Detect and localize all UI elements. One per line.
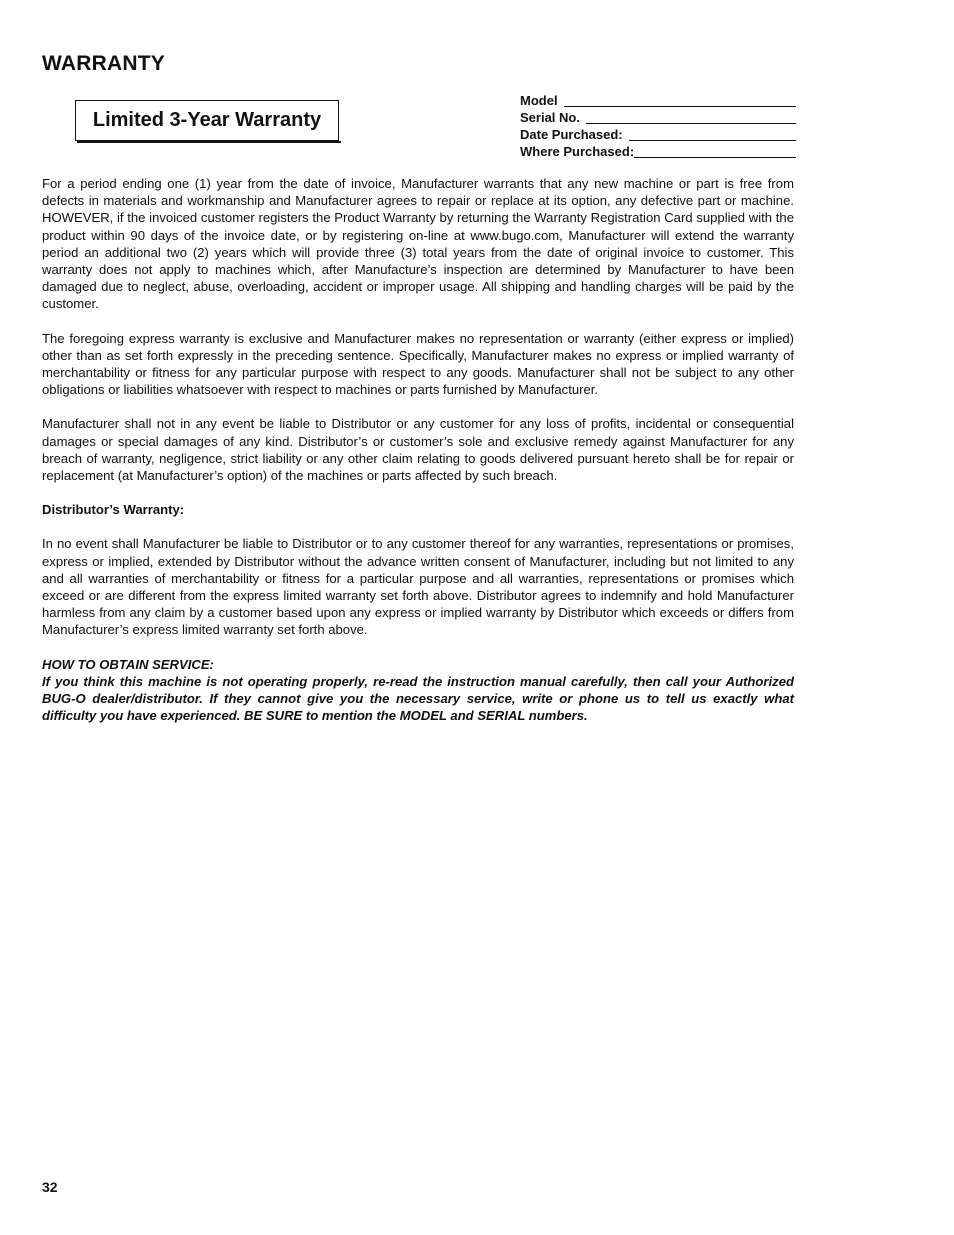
- serial-label: Serial No.: [520, 110, 580, 125]
- warranty-paragraph-2: The foregoing express warranty is exclusive and Manufacturer makes no representation or warranty (either express or implied) other than as set forth expressly in the preceding sentence. Specifically, Manufacturer makes no express or implied warranty of merchantability or fitness for any particular purpose with respect to any goods. Manufacturer shall not be subject to any other obligations or liabilities whatsoever with respect to machines or parts furnished by Manufacturer.: [42, 330, 794, 398]
- service-text: If you think this machine is not operating properly, re-read the instruction manual carefully, then call your Authorized BUG-O dealer/distributor. If they cannot give you the necessary service, write or phone us to tell us exactly what difficulty you have experienced. BE SURE to mention the MODEL and SERIAL numbers.: [42, 673, 794, 724]
- service-section: [42, 656, 794, 725]
- where-purchased-blank-line[interactable]: [634, 156, 796, 158]
- distributor-warranty-label: Distributor’s Warranty:: [42, 502, 185, 518]
- distributor-warranty-paragraph: In no event shall Manufacturer be liable to Distributor or to any customer thereof for any warranties, representations or promises, express or implied, extended by Distributor without the advance written consent of Manufacturer, including but not limited to any and all warranties of merchantability or fitness for a particular purpose and all warranties, representations or promises which exceed or are different from the express limited warranty set forth above. Distributor agrees to indemnify and hold Manufacturer harmless from any claim by a customer based upon any express or implied warranty by Distributor which exceeds or differs from Manufacturer’s express limited warranty set forth above.: [42, 536, 794, 638]
- warranty-paragraph-3: Manufacturer shall not in any event be liable to Distributor or any customer for any loss of profits, incidental or consequential damages or special damages of any kind. Distributor’s or customer’s sole and exclusive remedy against Manufacturer for any breach of warranty, negligence, strict liability or any other claim relating to goods delivered pursuant hereto shall be for repair or replacement (at Manufacturer’s option) of the machines or parts affected by such breach.: [42, 416, 794, 484]
- registration-fields: [520, 92, 796, 160]
- service-heading: HOW TO OBTAIN SERVICE:: [42, 656, 214, 672]
- model-blank-line[interactable]: [564, 105, 796, 107]
- date-purchased-blank-line[interactable]: [629, 139, 796, 141]
- where-purchased-field[interactable]: [520, 143, 796, 160]
- serial-blank-line[interactable]: [586, 122, 796, 124]
- page-heading: WARRANTY: [42, 52, 165, 75]
- page-number: 32: [42, 1179, 58, 1195]
- where-purchased-label: Where Purchased:: [520, 144, 635, 159]
- warranty-title: Limited 3-Year Warranty: [92, 109, 322, 131]
- warranty-title-box: [75, 100, 339, 141]
- model-label: Model: [520, 93, 558, 108]
- warranty-body: [42, 175, 794, 724]
- model-field[interactable]: [520, 92, 796, 109]
- serial-field[interactable]: [520, 109, 796, 126]
- warranty-paragraph-1: For a period ending one (1) year from the date of invoice, Manufacturer warrants that any new machine or part is free from defects in materials and workmanship and Manufacturer agrees to repair or replace at its option, any defective part or machine. HOWEVER, if the invoiced customer registers the Product Warranty by returning the Warranty Registration Card supplied with the product within 90 days of the invoice date, or by registering on-line at www.bugo.com, Manufacturer will extend the warranty period an additional two (2) years which will provide three (3) total years from the date of original invoice to customer. This warranty does not apply to machines which, after Manufacture’s inspection are determined by Manufacturer to have been damaged due to neglect, abuse, overloading, accident or improper usage. All shipping and handling charges will be paid by the customer.: [42, 176, 794, 312]
- date-purchased-field[interactable]: [520, 126, 796, 143]
- date-purchased-label: Date Purchased:: [520, 127, 623, 142]
